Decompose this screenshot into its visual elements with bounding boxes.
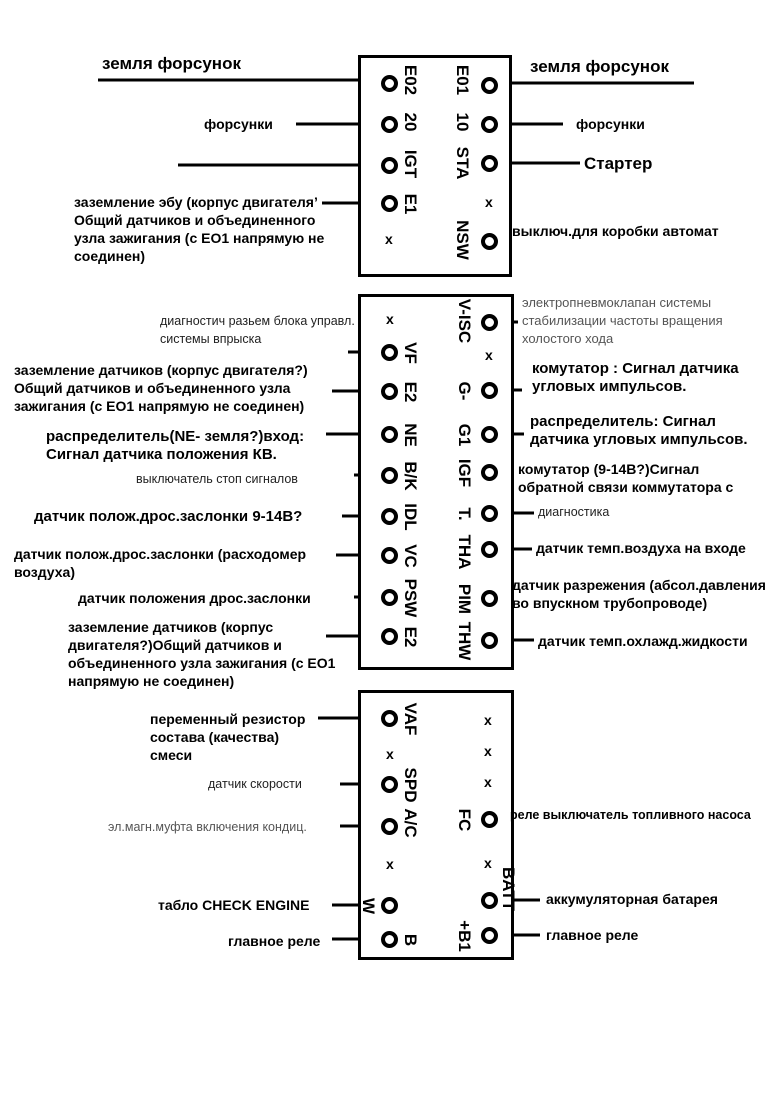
- label-idl: датчик полож.дрос.заслонки 9-14В?: [34, 508, 303, 525]
- pin-tha: [481, 541, 498, 558]
- label-w: табло CHECK ENGINE: [158, 897, 310, 913]
- pin-code-idl: IDL: [401, 503, 420, 531]
- pin-code-thw: THW: [455, 621, 474, 661]
- pin-code-g1: G1: [455, 423, 474, 447]
- pin-10: [481, 116, 498, 133]
- label-nsw: выключ.для коробки автомат: [512, 223, 719, 239]
- label-injectors-right: форсунки: [576, 116, 645, 132]
- pin-e01: [481, 77, 498, 94]
- pin-e02: [381, 75, 398, 92]
- pin-code-e01: E01: [453, 64, 472, 96]
- label-visc: электропневмоклапан системы стабилизации частоты вращения холостого хода: [522, 295, 723, 346]
- pin-w: [381, 897, 398, 914]
- pin-code-tha: THA: [455, 534, 474, 570]
- label-starter: Стартер: [584, 154, 653, 173]
- pin-fc: [481, 811, 498, 828]
- pin-code-vaf: VAF: [401, 702, 420, 736]
- pin-sta: [481, 155, 498, 172]
- label-spd: датчик скорости: [208, 777, 302, 791]
- label-ac: эл.магн.муфта включения кондиц.: [108, 820, 307, 834]
- label-injectors-left: форсунки: [204, 116, 273, 132]
- pin-g1: [481, 426, 498, 443]
- pin-t: [481, 505, 498, 522]
- label-batt: аккумуляторная батарея: [546, 891, 718, 907]
- pin-g-minus: [481, 382, 498, 399]
- label-vc: датчик полож.дрос.заслонки (расходомер воздуха): [14, 546, 307, 580]
- pin-nsw: [481, 233, 498, 250]
- pin-code-psw: PSW: [401, 578, 420, 618]
- pin-e2-bottom: [381, 628, 398, 645]
- pin-code-fc: FC: [455, 808, 474, 832]
- pin-idl: [381, 508, 398, 525]
- pin-code-b1: +B1: [455, 920, 474, 952]
- pin-code-igt: IGT: [401, 149, 420, 179]
- empty-pin-mark: x: [485, 194, 493, 210]
- label-e2-top: заземление датчиков (корпус двигателя?) Общий датчиков и объединенного узла зажигания (с ЕО1 напрямую не соединен): [14, 362, 308, 414]
- pin-ne: [381, 426, 398, 443]
- pin-vaf: [381, 710, 398, 727]
- label-b: главное реле: [228, 933, 321, 949]
- pin-code-batt: BATT: [499, 866, 518, 912]
- pin-code-vf: VF: [401, 342, 420, 364]
- empty-pin-mark: x: [484, 743, 492, 759]
- pin-batt: [481, 892, 498, 909]
- pin-igt: [381, 157, 398, 174]
- pin-code-t: T.: [455, 507, 474, 521]
- pin-code-e02: E02: [401, 64, 420, 96]
- empty-pin-mark: x: [386, 311, 394, 327]
- pin-code-visc: V-ISC: [455, 298, 474, 344]
- empty-pin-mark: x: [484, 712, 492, 728]
- pin-code-sta: STA: [453, 146, 472, 180]
- pin-code-spd: SPD: [401, 767, 420, 803]
- label-g-minus: комутатор : Сигнал датчика угловых импульсов.: [532, 360, 739, 395]
- pin-code-e1: E1: [401, 193, 420, 215]
- pin-bk: [381, 467, 398, 484]
- label-pim: датчик разрежения (абсол.давления во впускном трубопроводе): [512, 577, 766, 611]
- pin-igf: [481, 464, 498, 481]
- pin-e2-top: [381, 383, 398, 400]
- empty-pin-mark: x: [484, 774, 492, 790]
- label-b1: главное реле: [546, 927, 639, 943]
- label-vaf: переменный резистор состава (качества) смеси: [150, 711, 306, 763]
- empty-pin-mark: x: [385, 231, 393, 247]
- pin-code-nsw: NSW: [453, 220, 472, 260]
- pin-vc: [381, 547, 398, 564]
- pin-code-pim: PIM: [455, 583, 474, 615]
- label-t: диагностика: [538, 505, 610, 519]
- label-tha: датчик темп.воздуха на входе: [536, 540, 746, 556]
- pin-20: [381, 116, 398, 133]
- label-bk: выключатель стоп сигналов: [136, 472, 298, 486]
- empty-pin-mark: x: [484, 855, 492, 871]
- label-ground-injectors-right: земля форсунок: [530, 57, 669, 76]
- pin-e1: [381, 195, 398, 212]
- label-ne: распределитель(NE- земля?)вход: Сигнал датчика положения КВ.: [46, 428, 305, 463]
- pin-code-bk: B/K: [401, 461, 420, 491]
- pin-spd: [381, 776, 398, 793]
- empty-pin-mark: x: [386, 746, 394, 762]
- label-igf: комутатор (9-14В?)Сигнал обратной связи коммутатора с: [518, 461, 734, 495]
- pin-code-w: W: [359, 897, 378, 915]
- pin-code-ac: A/C: [401, 808, 420, 838]
- pin-visc: [481, 314, 498, 331]
- pin-code-10: 10: [453, 112, 472, 132]
- pin-psw: [381, 589, 398, 606]
- pin-ac: [381, 818, 398, 835]
- label-thw: датчик темп.охлажд.жидкости: [538, 633, 748, 649]
- pin-code-20: 20: [401, 112, 420, 132]
- pin-thw: [481, 632, 498, 649]
- pin-code-vc: VC: [401, 544, 420, 568]
- pin-b: [381, 931, 398, 948]
- label-psw: датчик положения дрос.заслонки: [78, 590, 311, 606]
- empty-pin-mark: x: [485, 347, 493, 363]
- label-g1: распределитель: Сигнал датчика угловых импульсов.: [530, 413, 748, 448]
- pin-code-b: B: [401, 933, 420, 947]
- pin-code-ne: NE: [401, 423, 420, 447]
- label-ecu-ground: заземление эбу (корпус двигателя’ Общий датчиков и объединенного узла зажигания (с ЕО1 напрямую не соединен): [74, 194, 325, 264]
- label-e2-bottom: заземление датчиков (корпус двигателя?)Общий датчиков и объединенного узла зажигания (с ЕО1 напрямую не соединен): [68, 619, 336, 689]
- pin-code-e2-top: E2: [401, 381, 420, 403]
- pin-pim: [481, 590, 498, 607]
- pin-code-g-minus: G-: [455, 381, 474, 401]
- pin-code-igf: IGF: [455, 458, 474, 488]
- pin-code-e2-bottom: E2: [401, 626, 420, 648]
- pin-vf: [381, 344, 398, 361]
- label-ground-injectors-left: земля форсунок: [102, 54, 241, 73]
- label-fc: реле выключатель топливного насоса: [510, 808, 751, 822]
- label-vf: диагностич разьем блока управл. системы впрыска: [160, 314, 355, 346]
- empty-pin-mark: x: [386, 856, 394, 872]
- pin-b1: [481, 927, 498, 944]
